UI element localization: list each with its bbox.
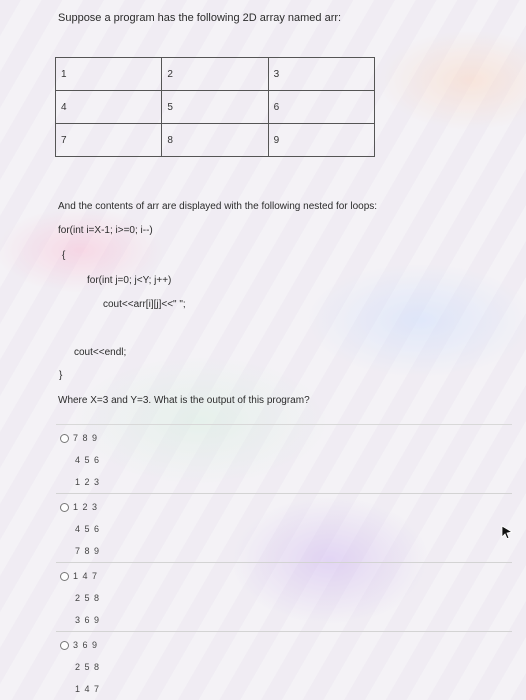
option-line: 4 5 6 xyxy=(75,455,101,465)
answer-option-4[interactable] xyxy=(56,631,512,700)
array-cell: 4 xyxy=(56,91,162,124)
radio-button[interactable] xyxy=(60,434,69,443)
answer-option-3[interactable] xyxy=(56,562,512,631)
option-line: 7 8 9 xyxy=(75,546,101,556)
array-cell: 3 xyxy=(268,58,374,91)
table-row xyxy=(56,91,375,124)
code-outer-for: for(int i=X-1; i>=0; i--) xyxy=(58,225,153,236)
answer-option-2[interactable] xyxy=(56,493,512,562)
mouse-cursor-icon xyxy=(501,525,513,539)
option-line: 2 5 8 xyxy=(75,662,101,672)
radio-button[interactable] xyxy=(60,641,69,650)
question-prompt: Where X=3 and Y=3. What is the output of this program? xyxy=(58,395,310,406)
option-line: 1 2 3 xyxy=(75,477,101,487)
table-row xyxy=(56,124,375,157)
answer-options xyxy=(56,424,512,700)
option-line: 3 6 9 xyxy=(73,640,99,650)
code-cout-element: cout<<arr[i][j]<<" "; xyxy=(103,299,186,310)
code-cout-endl: cout<<endl; xyxy=(74,347,127,358)
array-cell: 8 xyxy=(162,124,268,157)
radio-button[interactable] xyxy=(60,572,69,581)
answer-option-1[interactable] xyxy=(56,424,512,493)
radio-button[interactable] xyxy=(60,503,69,512)
question-intro: Suppose a program has the following 2D array named arr: xyxy=(58,12,342,24)
code-open-brace: { xyxy=(62,250,66,261)
array-cell: 7 xyxy=(56,124,162,157)
option-line: 1 4 7 xyxy=(75,684,101,694)
array-table xyxy=(55,57,375,157)
option-line: 2 5 8 xyxy=(75,593,101,603)
code-inner-for: for(int j=0; j<Y; j++) xyxy=(87,275,172,286)
code-close-brace: } xyxy=(59,370,63,381)
array-cell: 1 xyxy=(56,58,162,91)
array-cell: 2 xyxy=(162,58,268,91)
option-line: 4 5 6 xyxy=(75,524,101,534)
option-line: 3 6 9 xyxy=(75,615,101,625)
array-cell: 9 xyxy=(268,124,374,157)
array-cell: 5 xyxy=(162,91,268,124)
question-description: And the contents of arr are displayed with the following nested for loops: xyxy=(58,201,378,212)
option-line: 1 2 3 xyxy=(73,502,99,512)
option-line: 7 8 9 xyxy=(73,433,99,443)
array-cell: 6 xyxy=(268,91,374,124)
option-line: 1 4 7 xyxy=(73,571,99,581)
table-row xyxy=(56,58,375,91)
